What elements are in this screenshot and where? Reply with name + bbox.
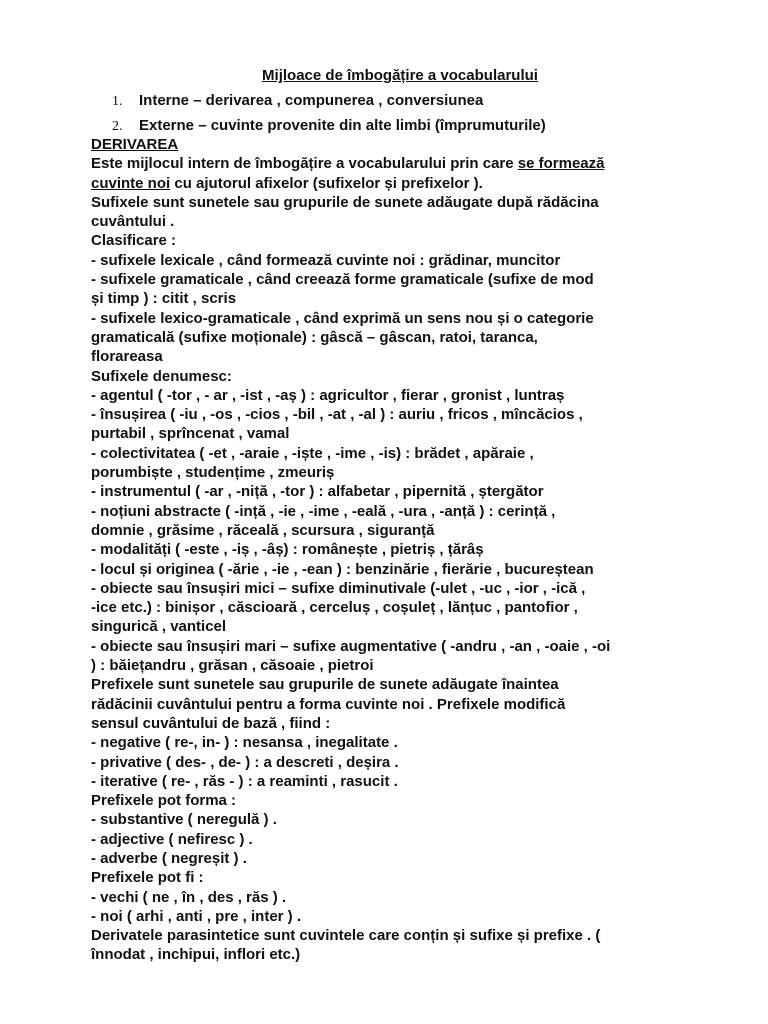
text-line: domnie , grăsime , răceală , scursura , siguranță (91, 521, 435, 539)
text-run: cu ajutorul afixelor (sufixelor și prefixelor ). (170, 174, 483, 192)
text-line: - noi ( arhi , anti , pre , inter ) . (91, 907, 302, 925)
text-line: - substantive ( neregulă ) . (91, 811, 277, 829)
list-number: 2. (112, 118, 123, 134)
text-line: - negative ( re-, in- ) : nesansa , inegalitate . (91, 734, 398, 752)
text-line: Prefixele sunt sunetele sau grupurile de sunete adăugate înaintea (91, 676, 559, 694)
text-line: porumbiște , studențime , zmeuriș (91, 464, 335, 482)
document-body (91, 135, 721, 965)
text-line: gramaticală (sufixe moționale) : gâscă – gâscan, ratoi, taranca, (91, 328, 538, 346)
text-line: Sufixele denumesc: (91, 367, 232, 385)
section-heading: DERIVAREA (91, 136, 179, 153)
text-line: -ice etc.) : binișor , căscioară , cerceluș , coșuleț , lănțuc , pantofior , (91, 599, 578, 617)
text-line: - iterative ( re- , răs - ) : a reaminti , rasucit . (91, 772, 398, 790)
text-line (91, 154, 721, 173)
text-line: - noțiuni abstracte ( -ință , -ie , -ime , -eală , -ura , -anță ) : cerință , (91, 502, 556, 520)
list-item-text: Interne – derivarea , compunerea , conversiunea (139, 92, 484, 109)
list-item (112, 89, 712, 114)
text-line: Prefixele pot fi : (91, 869, 204, 887)
text-line: - modalități ( -este , -iș , -âș) : românește , pietriș , țărâș (91, 541, 484, 559)
text-line: - vechi ( ne , în , des , răs ) . (91, 888, 287, 906)
numbered-list (112, 89, 712, 138)
text-line: - obiecte sau însușiri mari – sufixe augmentative ( -andru , -an , -oaie , -oi (91, 637, 611, 655)
text-line: - locul și originea ( -ărie , -ie , -ean ) : benzinărie , fierărie , bucureștean (91, 560, 594, 578)
text-line: rădăcinii cuvântului pentru a forma cuvinte noi . Prefixele modifică (91, 695, 566, 713)
text-line: - însușirea ( -iu , -os , -cios , -bil , -at , -al ) : auriu , fricos , mîncăcios , (91, 406, 583, 424)
text-line: ) : băiețandru , grăsan , căsoaie , pietroi (91, 657, 374, 675)
text-line: Clasificare : (91, 232, 177, 250)
underlined-text: cuvinte noi (91, 174, 171, 192)
document-title: Mijloace de îmbogățire a vocabularului (262, 67, 538, 84)
list-number: 1. (112, 94, 123, 109)
text-line: singurică , vanticel (91, 618, 227, 636)
text-line: sensul cuvântului de bază , fiind : (91, 714, 331, 732)
text-line: - sufixele lexico-gramaticale , când exprimă un sens nou și o categorie (91, 309, 594, 327)
text-line: - instrumentul ( -ar , -niță , -tor ) : alfabetar , pipernită , ștergător (91, 483, 544, 501)
text-line: cuvântului . (91, 213, 175, 231)
text-line: Derivatele parasintetice sunt cuvintele care conțin și sufixe și prefixe . ( (91, 927, 601, 945)
text-line: - sufixele gramaticale , când creează forme gramaticale (sufixe de mod (91, 271, 594, 289)
underlined-text: se formează (517, 155, 605, 173)
text-line: - adverbe ( negreșit ) . (91, 849, 247, 867)
text-line: Sufixele sunt sunetele sau grupurile de sunete adăugate după rădăcina (91, 193, 599, 211)
text-line: - agentul ( -tor , - ar , -ist , -aș ) : agricultor , fierar , gronist , luntraș (91, 386, 565, 404)
text-line: - sufixele lexicale , când formează cuvinte noi : grădinar, muncitor (91, 251, 561, 269)
text-line: Prefixele pot forma : (91, 792, 237, 810)
text-lines (91, 193, 721, 965)
text-line: - adjective ( nefiresc ) . (91, 830, 253, 848)
text-line: înnodat , inchipui, inflori etc.) (91, 946, 301, 964)
text-line (91, 174, 721, 193)
text-line: și timp ) : citit , scris (91, 290, 237, 308)
text-line: florareasa (91, 348, 163, 366)
text-line: - privative ( des- , de- ) : a descreti , deșira . (91, 753, 399, 771)
text-line: - colectivitatea ( -et , -araie , -iște , -ime , -is) : brădet , apăraie , (91, 444, 534, 462)
list-item-text: Externe – cuvinte provenite din alte limbi (împrumuturile) (139, 116, 546, 134)
text-run: Este mijlocul intern de îmbogățire a vocabularului prin care (91, 155, 518, 173)
text-line: purtabil , sprîncenat , vamal (91, 425, 290, 443)
text-line: - obiecte sau însușiri mici – sufixe diminutivale (-ulet , -uc , -ior , -ică , (91, 579, 586, 597)
